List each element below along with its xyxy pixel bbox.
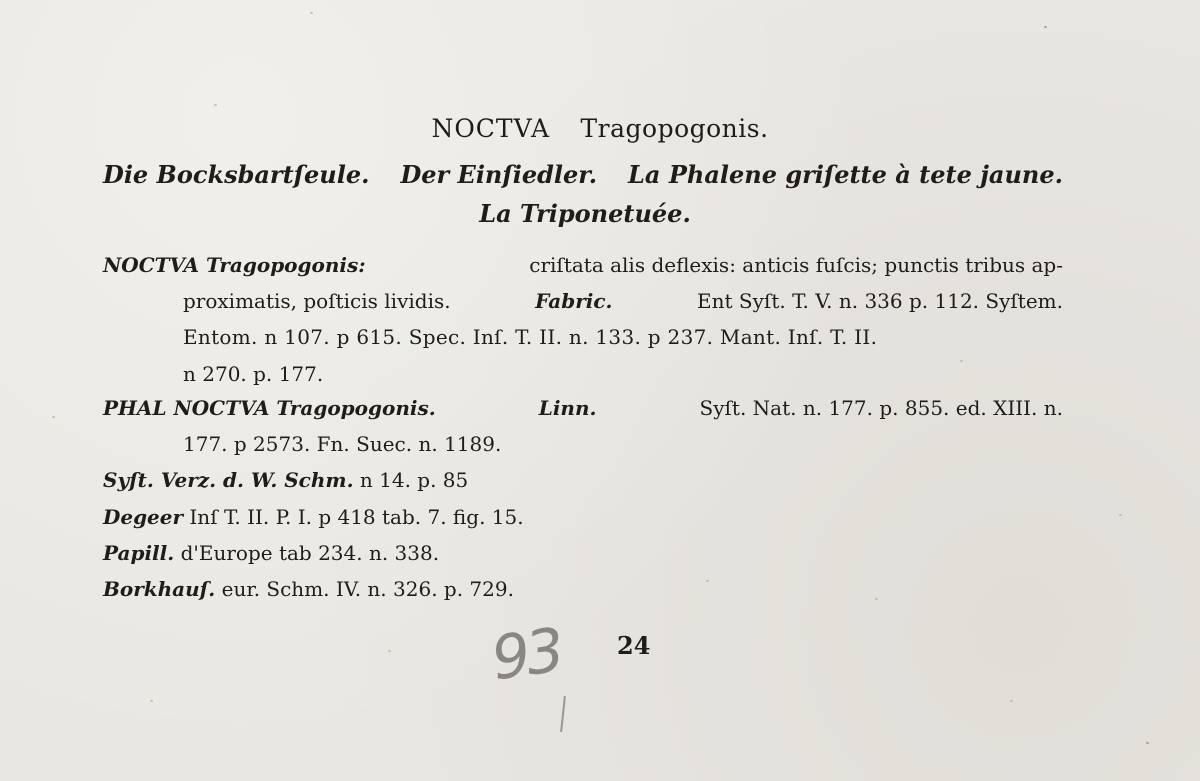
- reference-name: NOCTVA Tragopogonis:: [103, 253, 366, 277]
- reference-name: PHAL NOCTVA Tragopogonis.: [103, 396, 436, 420]
- reference-name: Degeer: [103, 505, 184, 529]
- pencil-annotation: 93: [487, 615, 565, 695]
- reference-text: 177. p 2573. Fn. Suec. n. 1189.: [183, 432, 502, 456]
- title-species: Tragopogonis.: [580, 114, 769, 143]
- paper-speck: [875, 598, 878, 600]
- reference-name: Papill.: [103, 541, 175, 565]
- paper-speck: [388, 650, 391, 652]
- reference-author: Linn.: [538, 396, 597, 420]
- title-genus: NOCTVA: [431, 114, 551, 143]
- reference-entry-line: [103, 253, 1063, 277]
- common-names-line: [103, 160, 1063, 189]
- paper-speck: [1119, 514, 1122, 516]
- paper-speck: [310, 12, 313, 14]
- reference-entry-line: [103, 505, 524, 529]
- reference-text: Syſt. Nat. n. 177. p. 855. ed. XIII. n.: [699, 396, 1063, 420]
- reference-text: proximatis, poſticis lividis.: [183, 289, 451, 313]
- paper-speck: [214, 104, 217, 106]
- paper-speck: [1146, 742, 1149, 744]
- reference-author: Fabric.: [535, 289, 613, 313]
- reference-entry-line: [183, 289, 1063, 313]
- reference-text: criſtata alis deflexis: anticis fuſcis; punctis tribus ap-: [529, 253, 1063, 277]
- common-name-french-2: La Triponetuée.: [479, 199, 691, 228]
- reference-text: n 14. p. 85: [359, 468, 469, 492]
- reference-text: Inſ T. II. P. I. p 418 tab. 7. fig. 15.: [189, 505, 524, 529]
- common-name-french-1: La Phalene griſette à tete jaune.: [628, 160, 1063, 189]
- common-name-german-1: Die Bocksbartſeule.: [103, 160, 370, 189]
- reference-entry-line: [103, 541, 439, 565]
- reference-entry-line: [103, 468, 468, 492]
- reference-entry-line: [103, 577, 514, 601]
- paper-speck: [1010, 700, 1013, 702]
- paper-speck: [150, 700, 153, 702]
- reference-text: eur. Schm. IV. n. 326. p. 729.: [221, 577, 514, 601]
- reference-text: Entom. n 107. p 615. Spec. Inſ. T. II. n. 133. p 237. Mant. Inſ. T. II.: [183, 325, 878, 349]
- page-number: 24: [617, 631, 651, 660]
- reference-text: n 270. p. 177.: [183, 362, 324, 386]
- reference-entry-line: [103, 396, 1063, 420]
- paper-speck: [960, 360, 963, 362]
- common-name-german-2: Der Einſiedler.: [400, 160, 598, 189]
- reference-text: Ent Syſt. T. V. n. 336 p. 112. Syſtem.: [697, 289, 1063, 313]
- paper-speck: [1044, 26, 1047, 28]
- paper-speck: [52, 416, 55, 418]
- reference-name: Syſt. Verz. d. W. Schm.: [103, 468, 354, 492]
- page-title: [0, 114, 1200, 143]
- reference-name: Borkhauſ.: [103, 577, 216, 601]
- paper-speck: [706, 580, 709, 582]
- reference-text: d'Europe tab 234. n. 338.: [180, 541, 440, 565]
